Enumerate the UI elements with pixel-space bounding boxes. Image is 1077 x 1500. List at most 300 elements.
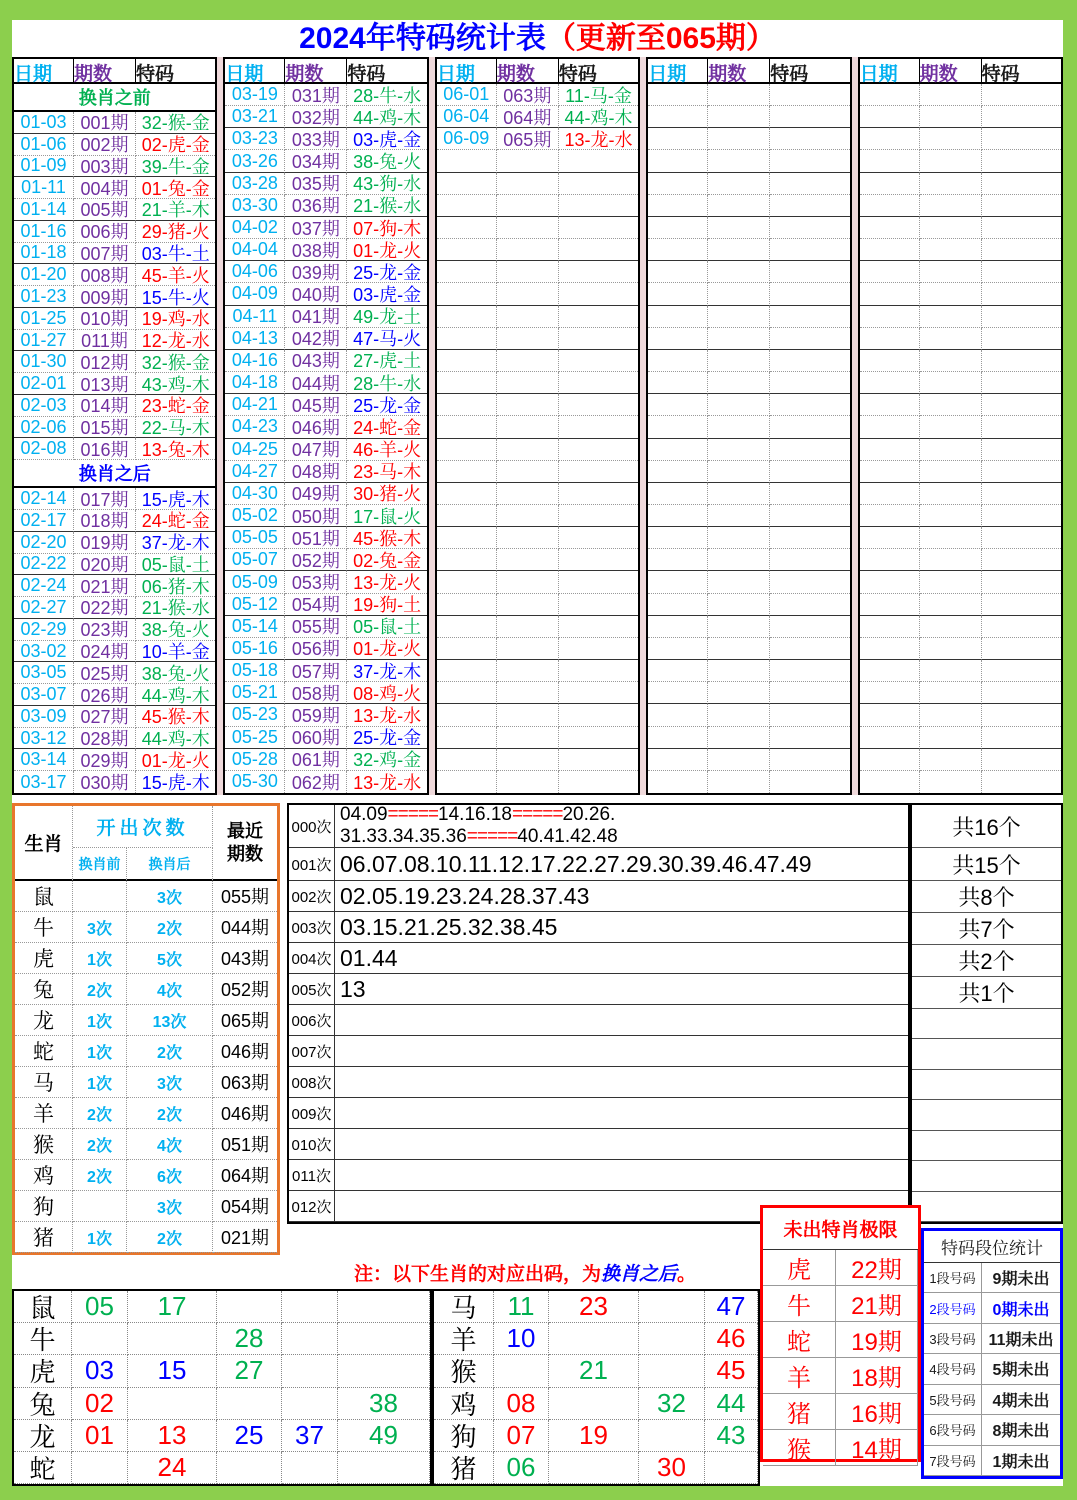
count-row-line	[340, 976, 908, 1003]
period-cell-empty	[497, 616, 559, 638]
date-cell-empty	[437, 771, 497, 793]
special-code-cell: 13-龙-水	[353, 772, 422, 793]
unseen-period-count: 14期	[836, 1430, 918, 1466]
date-column-header: 日期	[648, 59, 708, 84]
segment-value: 0期未出	[982, 1293, 1060, 1323]
date-cell: 01-09	[14, 156, 74, 178]
after-change-header: 换肖后	[127, 848, 213, 881]
special-code-cell: 32-猴-金	[136, 351, 215, 373]
date-cell-empty	[648, 173, 708, 195]
period-cell: 008期	[74, 264, 136, 286]
count-row-label: 004次	[289, 943, 335, 974]
segment-label: 6段号码	[924, 1415, 982, 1445]
period-cell: 027期	[74, 706, 136, 728]
special-code-cell-empty	[982, 571, 1061, 593]
period-cell: 046期	[285, 416, 347, 438]
page-title	[12, 22, 1063, 56]
period-cell-empty	[708, 483, 770, 505]
count-row-line	[340, 851, 908, 878]
date-cell-empty	[860, 483, 920, 505]
special-code-cell-empty	[559, 616, 638, 638]
date-column-header: 日期	[14, 59, 74, 84]
date-cell-empty	[648, 483, 708, 505]
recent-period: 044期	[213, 912, 277, 943]
special-code-cell: 39-牛-金	[136, 156, 215, 178]
date-cell: 05-23	[225, 704, 285, 726]
date-cell-empty	[648, 306, 708, 328]
special-code-cell-empty	[770, 594, 849, 616]
special-code-cell-empty	[982, 350, 1061, 372]
date-cell-empty	[437, 350, 497, 372]
special-code-cell-empty	[559, 749, 638, 771]
special-code-cell-empty	[770, 350, 849, 372]
zodiac-number-cell: 37	[282, 1420, 338, 1452]
unseen-zodiac: 猴	[763, 1430, 836, 1466]
period-cell: 022期	[74, 597, 136, 619]
period-cell-empty	[497, 306, 559, 328]
date-cell-empty	[437, 616, 497, 638]
period-cell-empty	[497, 571, 559, 593]
period-cell-empty	[497, 505, 559, 527]
special-code-cell: 02-虎-金	[136, 134, 215, 156]
unseen-period-count: 22期	[836, 1250, 918, 1286]
date-column-header: 日期	[860, 59, 920, 84]
period-cell: 014期	[74, 395, 136, 417]
date-cell-empty	[437, 549, 497, 571]
period-cell-empty	[920, 261, 982, 283]
period-cell: 060期	[285, 727, 347, 749]
special-code-cell-empty	[982, 660, 1061, 682]
count-row-line	[340, 914, 908, 941]
unseen-zodiac: 虎	[763, 1250, 836, 1286]
period-cell: 007期	[74, 243, 136, 265]
period-cell-empty	[708, 549, 770, 571]
zodiac-number-cell-empty	[639, 1420, 705, 1452]
date-cell-empty	[648, 439, 708, 461]
period-cell: 056期	[285, 638, 347, 660]
period-cell-empty	[920, 616, 982, 638]
date-cell-empty	[648, 217, 708, 239]
period-cell-empty	[708, 306, 770, 328]
date-cell-empty	[437, 217, 497, 239]
period-cell-empty	[920, 239, 982, 261]
date-cell: 02-14	[14, 488, 74, 510]
date-cell-empty	[648, 372, 708, 394]
date-cell: 03-02	[14, 641, 74, 663]
date-cell-empty	[437, 483, 497, 505]
date-cell: 02-29	[14, 619, 74, 641]
recent-period: 021期	[213, 1222, 277, 1253]
period-cell-empty	[708, 173, 770, 195]
special-code-cell: 37-龙-木	[347, 660, 426, 682]
zodiac-number-cell-empty	[282, 1355, 338, 1387]
special-code-cell: 05-鼠-土	[347, 616, 426, 638]
zodiac-label: 龙	[15, 1005, 73, 1036]
period-cell-empty	[920, 283, 982, 305]
count-row-numbers	[335, 1067, 908, 1098]
date-cell: 05-02	[225, 505, 285, 527]
special-code-cell-empty	[770, 150, 849, 172]
zodiac-number-cell-empty	[639, 1355, 705, 1387]
special-code-cell-empty	[770, 727, 849, 749]
after-count: 3次	[127, 1067, 213, 1098]
unseen-zodiac-limit-box	[760, 1205, 921, 1462]
special-code-cell-empty	[982, 704, 1061, 726]
period-cell-empty	[920, 704, 982, 726]
date-cell: 04-04	[225, 239, 285, 261]
period-cell-empty	[708, 571, 770, 593]
zodiac-number-cell: 15	[128, 1355, 217, 1387]
special-code-cell: 43-狗-水	[347, 173, 426, 195]
zodiac-number-cell-empty	[282, 1291, 338, 1323]
period-cell: 020期	[74, 554, 136, 576]
special-code-cell: 13-龙-火	[347, 571, 426, 593]
special-code-cell: 10-羊-金	[136, 641, 215, 663]
period-cell-empty	[497, 771, 559, 793]
period-cell-empty	[708, 660, 770, 682]
special-code-cell-empty	[559, 505, 638, 527]
period-column-header: 期数	[497, 59, 559, 84]
date-cell: 01-14	[14, 199, 74, 221]
date-cell-empty	[860, 372, 920, 394]
period-cell: 063期	[497, 84, 559, 106]
zodiac-row-label: 鸡	[434, 1388, 494, 1420]
lottery-group-4	[646, 57, 851, 795]
special-code-cell: 23-马-木	[347, 461, 426, 483]
period-cell-empty	[920, 439, 982, 461]
date-cell-empty	[860, 505, 920, 527]
segment-value: 1期未出	[982, 1446, 1060, 1476]
date-cell: 05-14	[225, 616, 285, 638]
date-cell: 03-30	[225, 195, 285, 217]
special-code-cell: 44-鸡-木	[136, 728, 215, 750]
period-cell-empty	[497, 195, 559, 217]
zodiac-number-cell: 17	[128, 1291, 217, 1323]
unseen-period-count: 19期	[836, 1322, 918, 1358]
period-cell-empty	[497, 749, 559, 771]
special-code-cell: 01-兔-金	[136, 177, 215, 199]
special-code-cell: 01-龙-火	[347, 239, 426, 261]
before-count: 2次	[73, 974, 127, 1005]
special-code-cell-empty	[559, 416, 638, 438]
count-row-label: 009次	[289, 1098, 335, 1129]
special-code-cell-empty	[559, 328, 638, 350]
number-list: 03.15.21.25.32.38.45	[340, 913, 558, 940]
count-row-numbers	[335, 1036, 908, 1067]
zodiac-label: 狗	[15, 1191, 73, 1222]
zodiac-number-cell: 19	[549, 1420, 639, 1452]
date-cell-empty	[648, 549, 708, 571]
zodiac-row-label: 羊	[434, 1323, 494, 1355]
period-cell-empty	[497, 173, 559, 195]
special-code-cell: 45-羊-火	[136, 264, 215, 286]
special-code-cell: 13-兔-木	[136, 438, 215, 460]
zodiac-row-label: 猴	[434, 1355, 494, 1387]
period-cell-empty	[708, 106, 770, 128]
date-cell: 02-27	[14, 597, 74, 619]
special-code-cell: 25-龙-金	[347, 261, 426, 283]
count-row-label: 011次	[289, 1160, 335, 1191]
period-cell-empty	[708, 439, 770, 461]
special-code-cell: 47-马-火	[347, 328, 426, 350]
period-cell-empty	[708, 261, 770, 283]
count-row-numbers	[335, 805, 908, 848]
date-cell-empty	[648, 461, 708, 483]
period-cell-empty	[708, 350, 770, 372]
lottery-group-5	[858, 57, 1063, 795]
date-cell-empty	[437, 439, 497, 461]
zodiac-number-cell: 45	[705, 1355, 758, 1387]
date-cell-empty	[437, 150, 497, 172]
period-cell-empty	[497, 483, 559, 505]
date-cell-empty	[860, 594, 920, 616]
date-cell: 02-22	[14, 554, 74, 576]
period-cell: 016期	[74, 438, 136, 460]
zodiac-number-cell-empty	[338, 1355, 430, 1387]
period-cell: 047期	[285, 439, 347, 461]
period-cell: 045期	[285, 394, 347, 416]
date-cell: 03-26	[225, 150, 285, 172]
period-cell-empty	[920, 660, 982, 682]
date-cell-empty	[648, 150, 708, 172]
date-cell: 03-19	[225, 84, 285, 106]
date-cell: 05-30	[225, 771, 285, 793]
period-cell-empty	[497, 660, 559, 682]
period-cell: 025期	[74, 662, 136, 684]
number-list: 31.33.34.35.36	[340, 826, 467, 847]
date-cell: 02-24	[14, 575, 74, 597]
special-code-cell-empty	[982, 549, 1061, 571]
date-cell-empty	[437, 727, 497, 749]
special-code-cell: 28-牛-水	[347, 372, 426, 394]
period-cell-empty	[708, 704, 770, 726]
date-cell: 02-01	[14, 373, 74, 395]
period-cell: 019期	[74, 532, 136, 554]
section-header: 换肖之前	[14, 84, 215, 112]
count-total: 共8个	[912, 881, 1061, 913]
date-cell: 01-27	[14, 330, 74, 352]
count-row-label: 010次	[289, 1129, 335, 1160]
special-code-cell-empty	[559, 261, 638, 283]
period-cell-empty	[920, 217, 982, 239]
period-cell-empty	[708, 239, 770, 261]
zodiac-label: 猴	[15, 1129, 73, 1160]
segment-label: 5段号码	[924, 1385, 982, 1415]
period-cell-empty	[920, 84, 982, 106]
period-cell: 059期	[285, 704, 347, 726]
date-cell: 01-30	[14, 351, 74, 373]
note-prefix: 注：以下生肖的对应出码，为	[353, 1263, 601, 1285]
segment-value: 4期未出	[982, 1385, 1060, 1415]
special-code-cell: 15-牛-火	[136, 286, 215, 308]
date-cell-empty	[860, 283, 920, 305]
zodiac-number-cell: 44	[705, 1388, 758, 1420]
period-cell: 035期	[285, 173, 347, 195]
lottery-results-table	[12, 57, 1063, 795]
date-cell-empty	[860, 306, 920, 328]
separator-marks: =====	[466, 826, 518, 847]
date-cell-empty	[860, 84, 920, 106]
zodiac-row-label: 鼠	[14, 1291, 72, 1323]
occurrence-counts-table	[287, 803, 910, 1224]
date-cell: 01-20	[14, 264, 74, 286]
count-row-numbers	[335, 1160, 908, 1191]
date-cell: 02-20	[14, 532, 74, 554]
special-code-cell: 44-鸡-木	[347, 106, 426, 128]
period-cell-empty	[708, 461, 770, 483]
special-code-cell-empty	[770, 549, 849, 571]
after-count: 13次	[127, 1005, 213, 1036]
count-total: 共16个	[912, 805, 1061, 848]
segment-label: 7段号码	[924, 1446, 982, 1476]
special-code-cell-empty	[982, 527, 1061, 549]
special-code-cell: 03-虎-金	[347, 128, 426, 150]
special-code-cell-empty	[559, 150, 638, 172]
recent-period: 055期	[213, 881, 277, 912]
zodiac-label: 羊	[15, 1098, 73, 1129]
count-total: 共1个	[912, 977, 1061, 1009]
date-cell: 02-17	[14, 510, 74, 532]
count-total	[912, 1192, 1061, 1222]
special-code-cell-empty	[770, 372, 849, 394]
period-cell: 001期	[74, 112, 136, 134]
date-column-header: 日期	[437, 59, 497, 84]
count-row-numbers	[335, 848, 908, 881]
special-code-cell: 02-兔-金	[347, 549, 426, 571]
special-code-cell-empty	[982, 727, 1061, 749]
date-cell-empty	[437, 328, 497, 350]
date-cell-empty	[860, 106, 920, 128]
period-cell-empty	[708, 217, 770, 239]
date-cell-empty	[648, 660, 708, 682]
before-count	[73, 1191, 127, 1222]
before-count: 1次	[73, 943, 127, 974]
date-cell: 04-30	[225, 483, 285, 505]
date-cell: 03-14	[14, 749, 74, 771]
count-row-label: 000次	[289, 805, 335, 848]
special-code-cell: 17-鼠-火	[347, 505, 426, 527]
date-cell: 04-13	[225, 328, 285, 350]
special-code-cell-empty	[982, 328, 1061, 350]
date-cell-empty	[648, 195, 708, 217]
special-code-cell-empty	[770, 439, 849, 461]
zodiac-number-cell: 27	[217, 1355, 282, 1387]
special-code-cell-empty	[770, 239, 849, 261]
date-cell: 01-03	[14, 112, 74, 134]
period-cell-empty	[920, 306, 982, 328]
zodiac-row-label: 狗	[434, 1420, 494, 1452]
zodiac-label: 马	[15, 1067, 73, 1098]
special-code-cell-empty	[559, 549, 638, 571]
period-cell-empty	[497, 261, 559, 283]
zodiac-number-cell-empty	[549, 1323, 639, 1355]
after-count: 4次	[127, 974, 213, 1005]
recent-period: 063期	[213, 1067, 277, 1098]
date-cell-empty	[860, 771, 920, 793]
count-total	[912, 1070, 1061, 1100]
period-cell: 005期	[74, 199, 136, 221]
special-code-cell-empty	[982, 306, 1061, 328]
count-total: 共7个	[912, 913, 1061, 945]
date-cell-empty	[860, 638, 920, 660]
before-count: 1次	[73, 1222, 127, 1253]
count-row-line	[340, 805, 908, 826]
period-cell: 029期	[74, 749, 136, 771]
zodiac-number-cell-empty	[549, 1452, 639, 1484]
recent-period: 046期	[213, 1098, 277, 1129]
period-cell: 018期	[74, 510, 136, 532]
special-code-column-header: 特码	[770, 59, 849, 84]
period-cell: 031期	[285, 84, 347, 106]
special-code-cell: 24-蛇-金	[136, 510, 215, 532]
segment-value: 8期未出	[982, 1415, 1060, 1445]
count-row-line	[340, 945, 908, 972]
zodiac-label: 猪	[15, 1222, 73, 1253]
date-cell-empty	[648, 350, 708, 372]
zodiac-number-cell-empty	[217, 1452, 282, 1484]
date-cell-empty	[437, 527, 497, 549]
number-list: 06.07.08.10.11.12.17.22.27.29.30.39.46.47.49	[340, 850, 812, 877]
period-cell-empty	[497, 727, 559, 749]
special-code-cell: 13-龙-水	[559, 128, 638, 150]
zodiac-header: 生肖	[15, 806, 73, 881]
segment-value: 11期未出	[982, 1324, 1060, 1354]
date-cell-empty	[437, 283, 497, 305]
period-cell-empty	[708, 195, 770, 217]
zodiac-number-cell: 30	[639, 1452, 705, 1484]
number-list: 01.44	[340, 944, 398, 971]
period-cell-empty	[497, 372, 559, 394]
lottery-group-2	[223, 57, 428, 795]
period-cell-empty	[920, 594, 982, 616]
special-code-cell: 21-猴-水	[136, 597, 215, 619]
special-code-cell-empty	[770, 660, 849, 682]
zodiac-number-cell-empty	[494, 1355, 549, 1387]
segment-label: 1段号码	[924, 1263, 982, 1293]
special-code-cell: 21-猴-水	[347, 195, 426, 217]
period-cell: 028期	[74, 728, 136, 750]
period-cell-empty	[497, 394, 559, 416]
date-cell-empty	[437, 306, 497, 328]
zodiac-number-cell-empty	[338, 1291, 430, 1323]
date-cell-empty	[648, 328, 708, 350]
zodiac-number-cell: 49	[338, 1420, 430, 1452]
zodiac-number-cell-empty	[639, 1291, 705, 1323]
period-cell-empty	[497, 527, 559, 549]
special-code-cell: 45-猴-木	[347, 527, 426, 549]
date-cell: 01-06	[14, 134, 74, 156]
special-code-cell-empty	[559, 394, 638, 416]
unseen-period-count: 16期	[836, 1394, 918, 1430]
date-cell-empty	[860, 217, 920, 239]
special-code-cell-empty	[982, 372, 1061, 394]
date-cell: 04-09	[225, 283, 285, 305]
period-cell-empty	[920, 150, 982, 172]
lottery-group-1	[12, 57, 217, 795]
special-code-cell-empty	[982, 416, 1061, 438]
date-cell: 02-03	[14, 395, 74, 417]
special-code-cell-empty	[982, 128, 1061, 150]
special-code-cell-empty	[770, 128, 849, 150]
special-code-cell-empty	[982, 439, 1061, 461]
period-cell-empty	[708, 527, 770, 549]
date-cell: 04-02	[225, 217, 285, 239]
before-count: 2次	[73, 1160, 127, 1191]
zodiac-number-cell: 46	[705, 1323, 758, 1355]
special-code-cell: 01-龙-火	[136, 749, 215, 771]
period-cell-empty	[708, 682, 770, 704]
date-cell-empty	[860, 660, 920, 682]
